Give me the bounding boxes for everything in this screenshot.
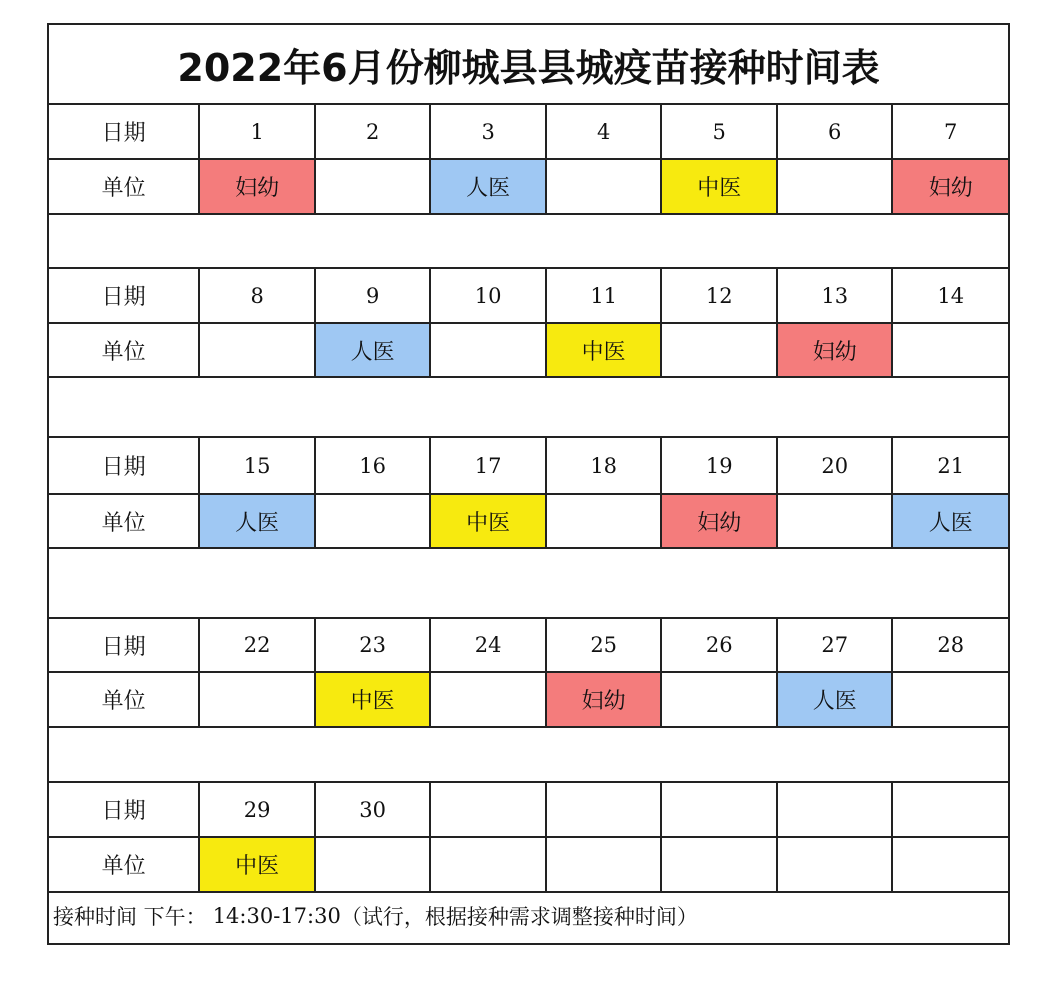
unit-cell-empty [316, 160, 432, 213]
unit-cell-empty [893, 838, 1008, 891]
spacer-row [49, 549, 1008, 619]
unit-cell-renyi: 人医 [893, 495, 1008, 547]
date-cell: 11 [547, 269, 663, 322]
date-row [49, 783, 1008, 838]
unit-cell-zhongyi: 中医 [200, 838, 316, 891]
unit-row [49, 160, 1008, 215]
date-cell: 26 [662, 619, 778, 671]
date-row [49, 438, 1008, 495]
date-row [49, 269, 1008, 324]
date-cell: 18 [547, 438, 663, 493]
date-cell: 1 [200, 105, 316, 158]
unit-cell-empty [431, 324, 547, 376]
date-row-label: 日期 [49, 105, 200, 158]
date-cell: 24 [431, 619, 547, 671]
unit-cell-empty [778, 160, 894, 213]
date-cell: 29 [200, 783, 316, 836]
unit-cell-empty [893, 324, 1008, 376]
date-cell: 27 [778, 619, 894, 671]
unit-cell-renyi: 人医 [431, 160, 547, 213]
date-row [49, 619, 1008, 673]
schedule-sheet [47, 23, 1010, 945]
unit-cell-empty [200, 324, 316, 376]
unit-row [49, 838, 1008, 893]
date-cell: 3 [431, 105, 547, 158]
date-cell: 6 [778, 105, 894, 158]
unit-cell-empty [316, 838, 432, 891]
date-cell: 14 [937, 283, 965, 308]
unit-cell-zhongyi: 中医 [547, 324, 663, 376]
unit-cell-zhongyi: 中医 [316, 673, 432, 726]
date-cell: 17 [431, 438, 547, 493]
date-cell: 20 [778, 438, 894, 493]
unit-cell-empty [662, 673, 778, 726]
unit-cell-empty [662, 324, 778, 376]
unit-cell-empty [316, 495, 432, 547]
unit-cell-empty [547, 495, 663, 547]
date-cell [431, 783, 547, 836]
footer-time: 14:30-17:30 [212, 904, 341, 928]
unit-row [49, 324, 1008, 378]
date-cell: 10 [431, 269, 547, 322]
unit-cell-empty [547, 160, 663, 213]
date-row-label: 日期 [49, 269, 200, 322]
unit-row-label: 单位 [49, 324, 200, 376]
unit-cell-zhongyi: 中医 [662, 160, 778, 213]
unit-row-label: 单位 [49, 838, 200, 891]
unit-cell-fuyou: 妇幼 [200, 160, 316, 213]
date-cell: 28 [937, 633, 965, 657]
unit-cell-renyi: 人医 [316, 324, 432, 376]
unit-row-label: 单位 [49, 160, 200, 213]
spacer-row [49, 215, 1008, 269]
date-row [49, 105, 1008, 160]
unit-cell-renyi: 人医 [778, 673, 894, 726]
unit-cell-empty [200, 673, 316, 726]
footer-remark: （试行，根据接种需求调整接种时间） [340, 905, 698, 929]
unit-row [49, 495, 1008, 549]
date-row-label: 日期 [49, 438, 200, 493]
footer-note [49, 889, 1008, 943]
unit-cell-empty [662, 838, 778, 891]
unit-row [49, 673, 1008, 728]
date-cell: 13 [778, 269, 894, 322]
spacer-row [49, 728, 1008, 783]
date-cell: 9 [316, 269, 432, 322]
unit-row-label: 单位 [49, 673, 200, 726]
date-cell: 12 [662, 269, 778, 322]
unit-cell-empty [778, 495, 894, 547]
date-cell: 15 [200, 438, 316, 493]
date-cell: 2 [316, 105, 432, 158]
footer-label: 接种时间 下午： [53, 905, 207, 929]
unit-cell-fuyou: 妇幼 [547, 673, 663, 726]
unit-cell-empty [778, 838, 894, 891]
date-cell: 25 [547, 619, 663, 671]
unit-cell-zhongyi: 中医 [431, 495, 547, 547]
unit-cell-empty [893, 673, 1008, 726]
unit-cell-fuyou: 妇幼 [662, 495, 778, 547]
unit-cell-renyi: 人医 [200, 495, 316, 547]
unit-cell-empty [547, 838, 663, 891]
unit-cell-empty [431, 673, 547, 726]
date-cell [893, 783, 1008, 836]
unit-cell-empty [431, 838, 547, 891]
date-cell: 19 [662, 438, 778, 493]
date-cell: 8 [200, 269, 316, 322]
date-cell [778, 783, 894, 836]
page-title: 2022年6月份柳城县县城疫苗接种时间表 [49, 25, 1008, 105]
spacer-row [49, 378, 1008, 438]
date-cell: 21 [937, 453, 965, 478]
unit-cell-fuyou: 妇幼 [778, 324, 894, 376]
date-cell: 7 [944, 119, 958, 144]
unit-cell-fuyou: 妇幼 [893, 160, 1008, 213]
date-cell: 4 [547, 105, 663, 158]
date-cell: 30 [316, 783, 432, 836]
date-cell: 23 [316, 619, 432, 671]
date-cell: 22 [200, 619, 316, 671]
date-cell [547, 783, 663, 836]
unit-row-label: 单位 [49, 495, 200, 547]
date-row-label: 日期 [49, 619, 200, 671]
date-cell: 5 [662, 105, 778, 158]
date-cell [662, 783, 778, 836]
date-cell: 16 [316, 438, 432, 493]
date-row-label: 日期 [49, 783, 200, 836]
